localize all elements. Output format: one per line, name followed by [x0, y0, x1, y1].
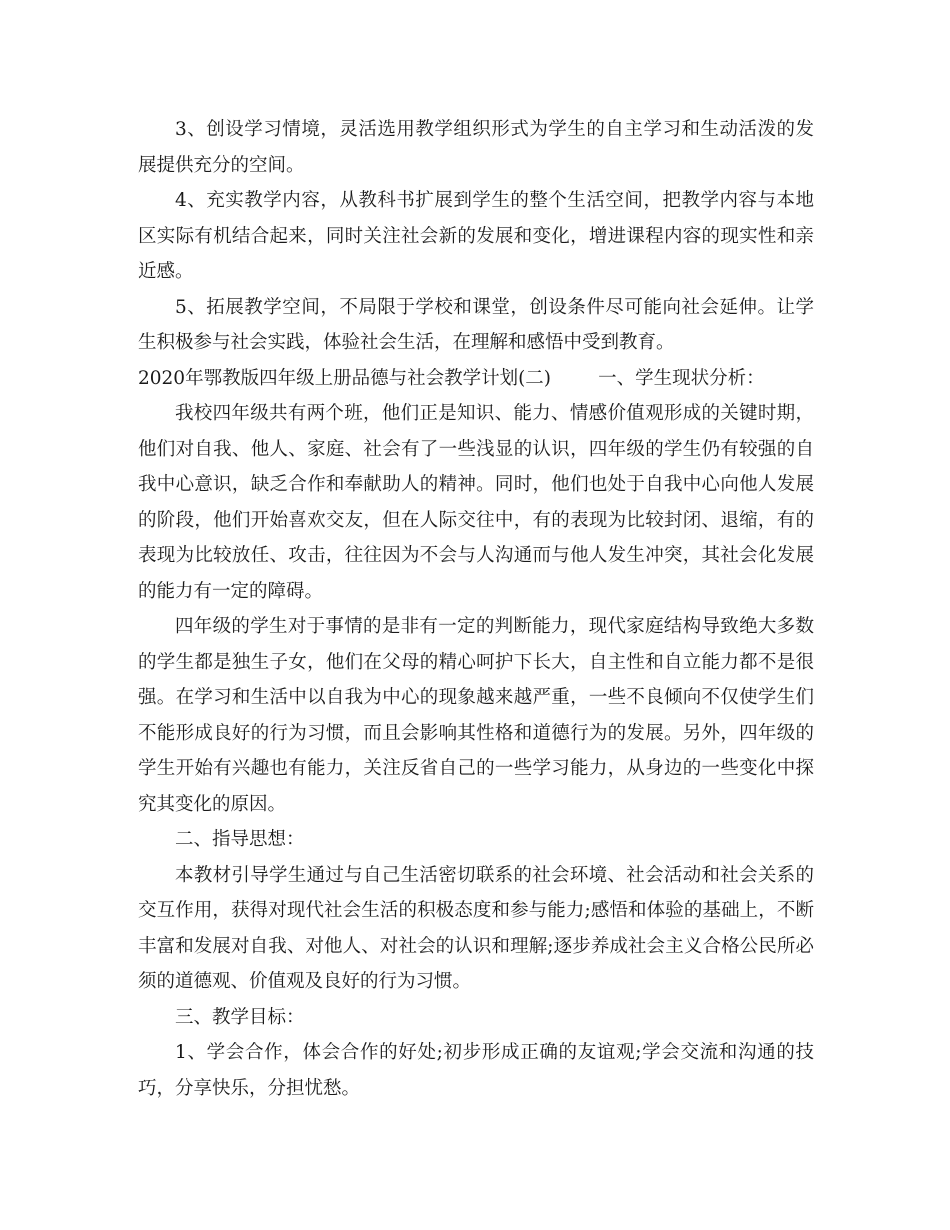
- paragraph-teaching-goal-1: 1、学会合作，体会合作的好处;初步形成正确的友谊观;学会交流和沟通的技巧，分享快乐，分担忧愁。: [138, 1042, 814, 1099]
- paragraph-goal-3: 3、创设学习情境，灵活选用教学组织形式为学生的自主学习和生动活泼的发展提供充分的空间。: [138, 119, 814, 176]
- paragraph-goal-4: 4、充实教学内容，从教科书扩展到学生的整个生活空间，把教学内容与本地区实际有机结合起来，同时关注社会新的发展和变化，增进课程内容的现实性和亲近感。: [138, 190, 814, 282]
- heading-guiding-thought: 二、指导思想：: [175, 829, 305, 850]
- paragraph-goal-5: 5、拓展教学空间，不局限于学校和课堂，创设条件尽可能向社会延伸。让学生积极参与社会实践，体验社会生活，在理解和感悟中受到教育。: [138, 296, 814, 353]
- heading-teaching-goals: 三、教学目标：: [175, 1006, 305, 1028]
- paragraph-student-analysis-1: 我校四年级共有两个班，他们正是知识、能力、情感价值观形成的关键时期，他们对自我、他人、家庭、社会有了一些浅显的认识，四年级的学生仍有较强的自我中心意识，缺乏合作和奉献助人的精神。同时，他们也处于自我中心向他人发展的阶段，他们开始喜欢交友，但在人际交往中，有的表现为比较封闭、退缩，有的表现为比较放任、攻击，往往因为不会与人沟通而与他人发生冲突，其社会化发展的能力有一定的障碍。: [138, 403, 814, 602]
- document-page: [138, 112, 814, 1106]
- section-title-line: 2020年鄂教版四年级上册品德与社会教学计划(二) 一、学生现状分析：: [138, 367, 765, 389]
- paragraph-guiding-thought: 本教材引导学生通过与自己生活密切联系的社会环境、社会活动和社会关系的交互作用，获得对现代社会生活的积极态度和参与能力;感悟和体验的基础上，不断丰富和发展对自我、对他人、对社会的认识和理解;逐步养成社会主义合格公民所必须的道德观、价值观及良好的行为习惯。: [138, 864, 814, 992]
- paragraph-student-analysis-2: 四年级的学生对于事情的是非有一定的判断能力，现代家庭结构导致绝大多数的学生都是独生子女，他们在父母的精心呵护下长大，自主性和自立能力都不是很强。在学习和生活中以自我为中心的现象越来越严重，一些不良倾向不仅使学生们不能形成良好的行为习惯，而且会影响其性格和道德行为的发展。另外，四年级的学生开始有兴趣也有能力，关注反省自己的一些学习能力，从身边的一些变化中探究其变化的原因。: [138, 616, 814, 815]
